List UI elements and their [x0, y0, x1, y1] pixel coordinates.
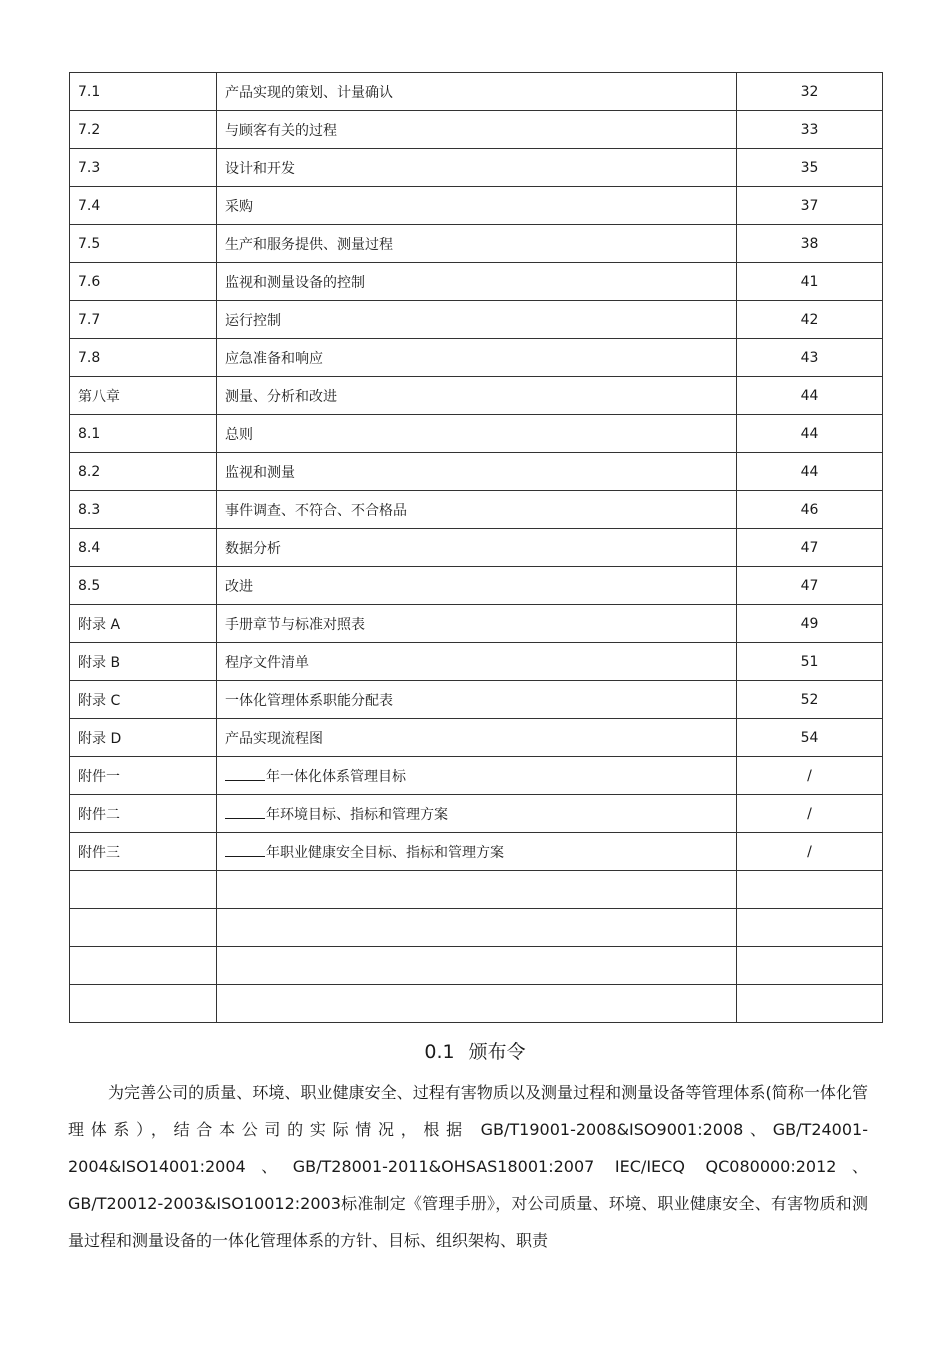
toc-row — [70, 757, 883, 795]
toc-title: 改进 — [217, 567, 737, 605]
toc-row-empty — [70, 871, 883, 909]
toc-number: 7.3 — [70, 149, 217, 187]
toc-number: 7.2 — [70, 111, 217, 149]
toc-row — [70, 491, 883, 529]
toc-title — [217, 947, 737, 985]
toc-page: 35 — [737, 149, 883, 187]
toc-title: 运行控制 — [217, 301, 737, 339]
toc-page: 44 — [737, 453, 883, 491]
toc-title: 生产和服务提供、测量过程 — [217, 225, 737, 263]
toc-title: 应急准备和响应 — [217, 339, 737, 377]
toc-title-text: 年职业健康安全目标、指标和管理方案 — [266, 844, 504, 861]
toc-number: 附件三 — [70, 833, 217, 871]
toc-title — [217, 871, 737, 909]
section-heading — [0, 1037, 950, 1064]
toc-page: 32 — [737, 73, 883, 111]
toc-number: 8.5 — [70, 567, 217, 605]
section-number: 0.1 — [424, 1041, 455, 1063]
toc-row — [70, 453, 883, 491]
toc-page: / — [737, 833, 883, 871]
toc-row — [70, 605, 883, 643]
toc-title: 产品实现流程图 — [217, 719, 737, 757]
toc-title — [217, 833, 737, 871]
toc-title: 监视和测量设备的控制 — [217, 263, 737, 301]
toc-table — [69, 72, 883, 1023]
toc-page: 41 — [737, 263, 883, 301]
toc-row-empty — [70, 909, 883, 947]
toc-row — [70, 529, 883, 567]
toc-number: 7.8 — [70, 339, 217, 377]
toc-title-text: 年一体化体系管理目标 — [266, 768, 406, 785]
toc-title: 与顾客有关的过程 — [217, 111, 737, 149]
toc-row — [70, 187, 883, 225]
year-blank — [225, 806, 265, 819]
toc-page: 51 — [737, 643, 883, 681]
toc-title-text: 年环境目标、指标和管理方案 — [266, 806, 448, 823]
toc-number — [70, 909, 217, 947]
toc-page — [737, 909, 883, 947]
toc-row — [70, 567, 883, 605]
toc-row — [70, 111, 883, 149]
year-blank — [225, 844, 265, 857]
toc-title: 设计和开发 — [217, 149, 737, 187]
toc-row — [70, 301, 883, 339]
toc-number: 附录 B — [70, 643, 217, 681]
toc-number — [70, 947, 217, 985]
toc-page: 46 — [737, 491, 883, 529]
toc-number: 7.1 — [70, 73, 217, 111]
toc-page: / — [737, 757, 883, 795]
toc-row — [70, 377, 883, 415]
toc-page: 47 — [737, 567, 883, 605]
toc-number: 附录 A — [70, 605, 217, 643]
toc-title: 监视和测量 — [217, 453, 737, 491]
body-paragraph — [68, 1074, 868, 1259]
toc-title: 数据分析 — [217, 529, 737, 567]
toc-row — [70, 149, 883, 187]
year-blank — [225, 768, 265, 781]
toc-number: 附录 C — [70, 681, 217, 719]
toc-row-empty — [70, 947, 883, 985]
toc-number: 7.5 — [70, 225, 217, 263]
toc-row — [70, 339, 883, 377]
toc-number — [70, 871, 217, 909]
toc-number: 7.7 — [70, 301, 217, 339]
toc-number: 7.4 — [70, 187, 217, 225]
toc-title — [217, 985, 737, 1023]
toc-title — [217, 909, 737, 947]
toc-row — [70, 643, 883, 681]
paragraph-text: 为完善公司的质量、环境、职业健康安全、过程有害物质以及测量过程和测量设备等管理体系(简称一体化管理体系），结合本公司的实际情况，根据 GB/T19001-2008&ISO9001:2008、GB/T24001-2004&ISO14001:2004、GB/T28001-2011&OHSAS18001:2007 IEC/IECQ QC080000:2012、GB/T20012-2003&ISO10012:2003标准制定《管理手册》，对公司质量、环境、职业健康安全、有害物质和测量过程和测量设备的一体化管理体系的方针、目标、组织架构、职责 — [68, 1083, 868, 1250]
toc-row — [70, 719, 883, 757]
toc-number: 第八章 — [70, 377, 217, 415]
toc-number: 附件二 — [70, 795, 217, 833]
toc-page: 47 — [737, 529, 883, 567]
toc-number: 7.6 — [70, 263, 217, 301]
toc-number: 附件一 — [70, 757, 217, 795]
toc-row — [70, 415, 883, 453]
toc-title — [217, 757, 737, 795]
section-title: 颁布令 — [468, 1041, 526, 1063]
toc-page — [737, 871, 883, 909]
toc-title: 采购 — [217, 187, 737, 225]
toc-row — [70, 73, 883, 111]
toc-number: 8.1 — [70, 415, 217, 453]
toc-row — [70, 681, 883, 719]
toc-page: 44 — [737, 377, 883, 415]
toc-page — [737, 985, 883, 1023]
toc-row — [70, 263, 883, 301]
toc-row-empty — [70, 985, 883, 1023]
toc-page: / — [737, 795, 883, 833]
toc-number: 8.2 — [70, 453, 217, 491]
toc-page: 37 — [737, 187, 883, 225]
toc-page: 52 — [737, 681, 883, 719]
toc-page: 38 — [737, 225, 883, 263]
toc-row — [70, 795, 883, 833]
toc-page: 43 — [737, 339, 883, 377]
toc-title: 产品实现的策划、计量确认 — [217, 73, 737, 111]
toc-number: 8.3 — [70, 491, 217, 529]
toc-page: 49 — [737, 605, 883, 643]
toc-title: 总则 — [217, 415, 737, 453]
toc-title: 事件调查、不符合、不合格品 — [217, 491, 737, 529]
toc-page: 54 — [737, 719, 883, 757]
toc-page — [737, 947, 883, 985]
toc-number: 8.4 — [70, 529, 217, 567]
toc-page: 44 — [737, 415, 883, 453]
toc-row — [70, 225, 883, 263]
toc-title — [217, 795, 737, 833]
toc-title: 一体化管理体系职能分配表 — [217, 681, 737, 719]
toc-page: 33 — [737, 111, 883, 149]
toc-title: 程序文件清单 — [217, 643, 737, 681]
toc-title: 测量、分析和改进 — [217, 377, 737, 415]
toc-title: 手册章节与标准对照表 — [217, 605, 737, 643]
toc-number — [70, 985, 217, 1023]
toc-number: 附录 D — [70, 719, 217, 757]
toc-row — [70, 833, 883, 871]
toc-page: 42 — [737, 301, 883, 339]
